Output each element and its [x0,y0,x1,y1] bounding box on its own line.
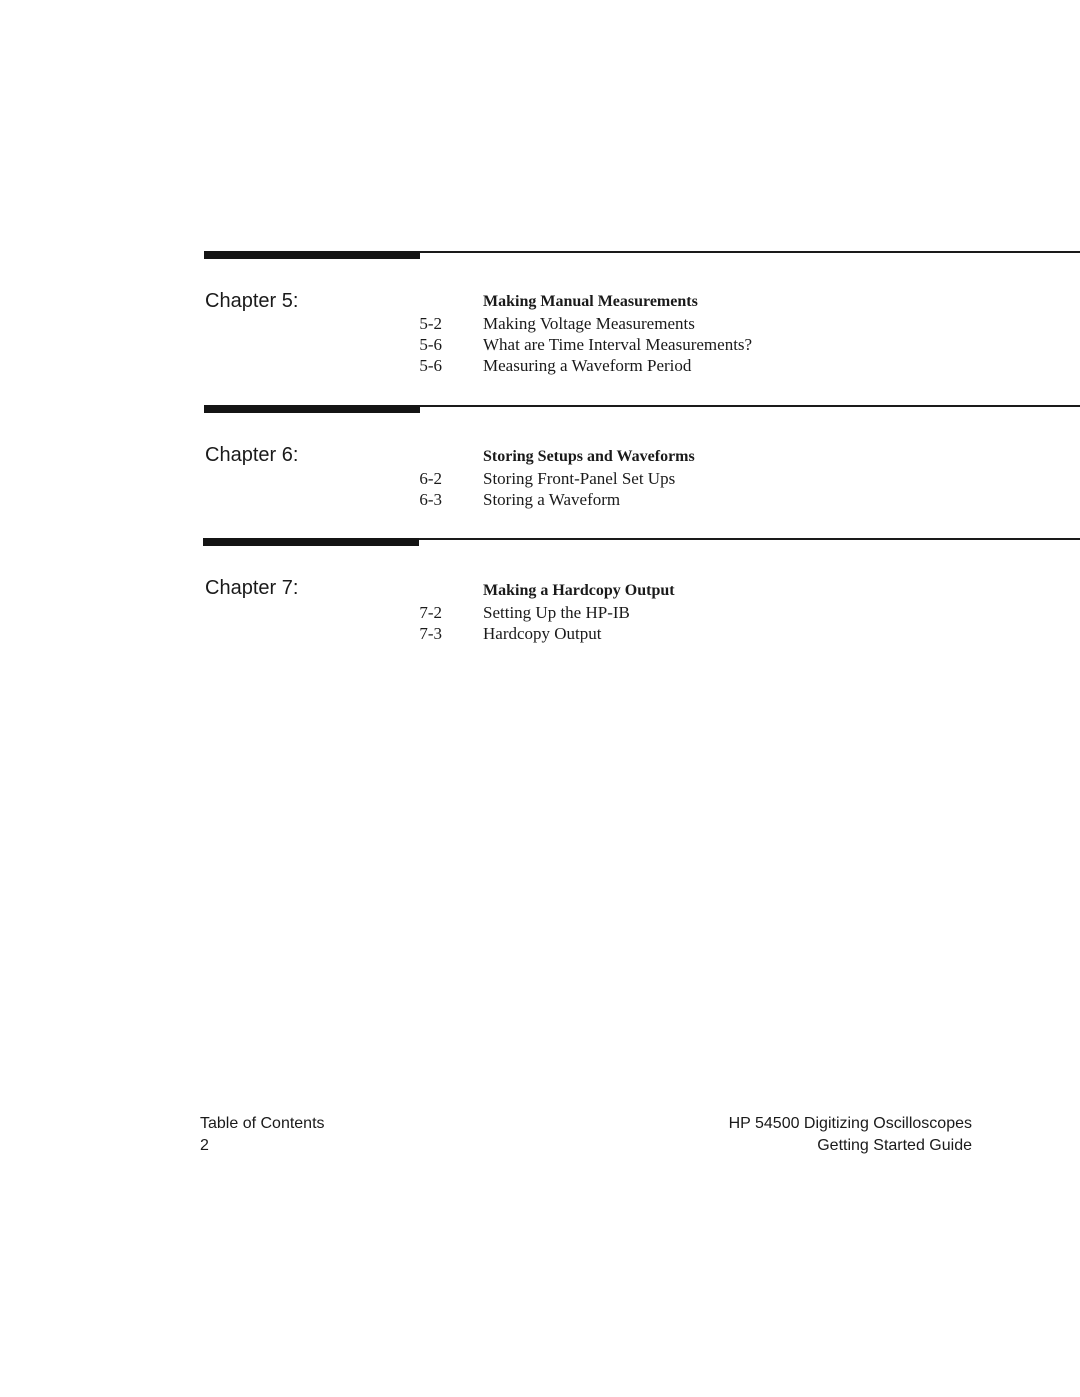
toc-page-number: 5-2 [419,314,442,333]
toc-entry [400,624,1000,646]
footer-guide-name: Getting Started Guide [817,1137,972,1154]
toc-entry-title: Measuring a Waveform Period [483,356,692,375]
toc-page-number: 7-3 [419,624,442,643]
toc-entry-title: Setting Up the HP-IB [483,603,630,622]
chapter-6-label: Chapter 6: [205,444,299,466]
toc-entry [400,335,1000,357]
toc-entry [400,490,1000,512]
footer-product-name: HP 54500 Digitizing Oscilloscopes [728,1115,972,1132]
toc-page-number: 5-6 [419,356,442,375]
chapter-5-section-title: Making Manual Measurements [483,293,698,310]
toc-page-number: 5-6 [419,335,442,354]
toc-page-number: 7-2 [419,603,442,622]
footer-page-number: 2 [200,1137,209,1154]
toc-entry [400,469,1000,491]
toc-entry [400,356,1000,378]
page-footer-left [200,1113,325,1157]
toc-entry [400,314,1000,336]
footer-section-name: Table of Contents [200,1115,325,1132]
toc-entry [400,603,1000,625]
toc-page-number: 6-3 [419,490,442,509]
chapter-5-label: Chapter 5: [205,290,299,312]
toc-entry-title: Storing Front-Panel Set Ups [483,469,676,488]
chapter-7-label: Chapter 7: [205,577,299,599]
chapter-6-section-title: Storing Setups and Waveforms [483,448,695,465]
chapter-7-section-title: Making a Hardcopy Output [483,582,675,599]
toc-entry-title: Hardcopy Output [483,624,602,643]
toc-entry-title: What are Time Interval Measurements? [483,335,753,354]
toc-entry-title: Storing a Waveform [483,490,621,509]
page-footer-right [729,1113,972,1157]
toc-page-number: 6-2 [419,469,442,488]
toc-entry-title: Making Voltage Measurements [483,314,695,333]
